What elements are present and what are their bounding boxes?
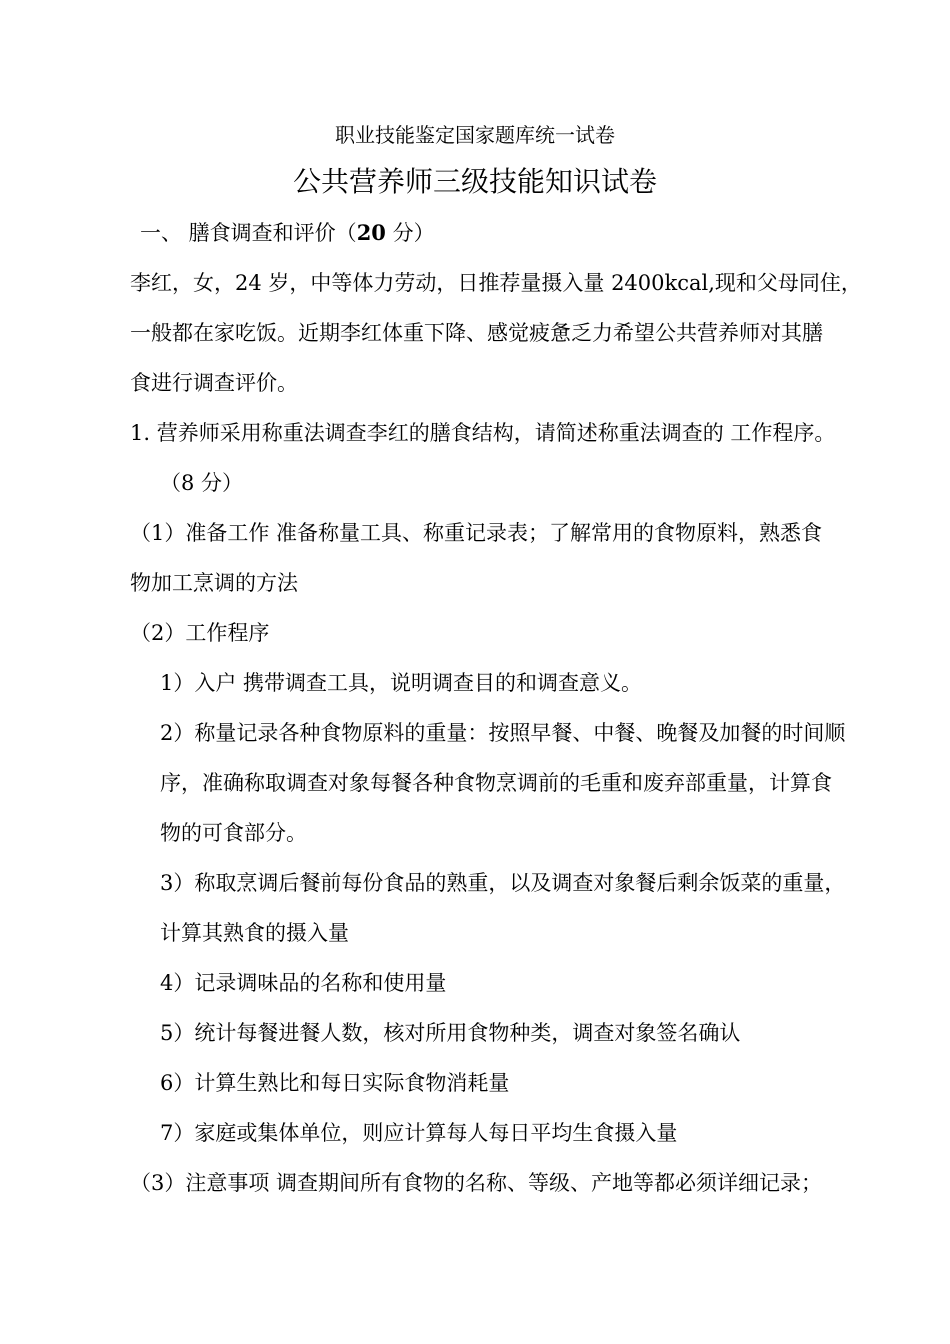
section-heading-prefix: 一、 膳食调查和评价（ <box>140 221 357 245</box>
section-heading-suffix: 分） <box>385 221 435 245</box>
step-line: 3）称取烹调后餐前每份食品的熟重，以及调查对象餐后剩余饭菜的重量， <box>160 871 846 895</box>
step-line: 2）称量记录各种食物原料的重量：按照早餐、中餐、晚餐及加餐的时间顺 <box>160 721 846 745</box>
intro-line: 李红，女，24 岁，中等体力劳动，日推荐量摄入量 2400kcal,现和父母同住， <box>130 271 862 295</box>
intro-line: 一般都在家吃饭。近期李红体重下降、感觉疲惫乏力希望公共营养师对其膳 <box>130 321 823 345</box>
step-line: 6）计算生熟比和每日实际食物消耗量 <box>160 1071 510 1095</box>
exam-title: 公共营养师三级技能知识试卷 <box>292 165 657 198</box>
step-line: 5）统计每餐进餐人数，核对所用食物种类，调查对象签名确认 <box>160 1021 741 1045</box>
step-line: 物的可食部分。 <box>160 821 307 845</box>
exam-subtitle: 职业技能鉴定国家题库统一试卷 <box>335 123 615 147</box>
step-line: 1）入户 携带调查工具，说明调查目的和调查意义。 <box>160 671 643 695</box>
step-line: 7）家庭或集体单位，则应计算每人每日平均生食摄入量 <box>160 1121 678 1145</box>
part1-line: 物加工烹调的方法 <box>130 571 298 595</box>
section-heading-points: 20 <box>356 220 386 245</box>
part1-line: （1）准备工作 准备称量工具、称重记录表；了解常用的食物原料，熟悉食 <box>130 521 823 545</box>
section-heading <box>140 218 435 248</box>
step-line: 4）记录调味品的名称和使用量 <box>160 971 447 995</box>
step-line: 计算其熟食的摄入量 <box>160 921 349 945</box>
part2-heading: （2）工作程序 <box>130 621 270 645</box>
question-line: 1. 营养师采用称重法调查李红的膳食结构，请简述称重法调查的 工作程序。 <box>130 421 836 445</box>
question-points: （8 分） <box>160 471 244 495</box>
intro-line: 食进行调查评价。 <box>130 371 298 395</box>
part3-line: （3）注意事项 调查期间所有食物的名称、等级、产地等都必须详细记录； <box>130 1171 823 1195</box>
step-line: 序，准确称取调查对象每餐各种食物烹调前的毛重和废弃部重量，计算食 <box>160 771 832 795</box>
